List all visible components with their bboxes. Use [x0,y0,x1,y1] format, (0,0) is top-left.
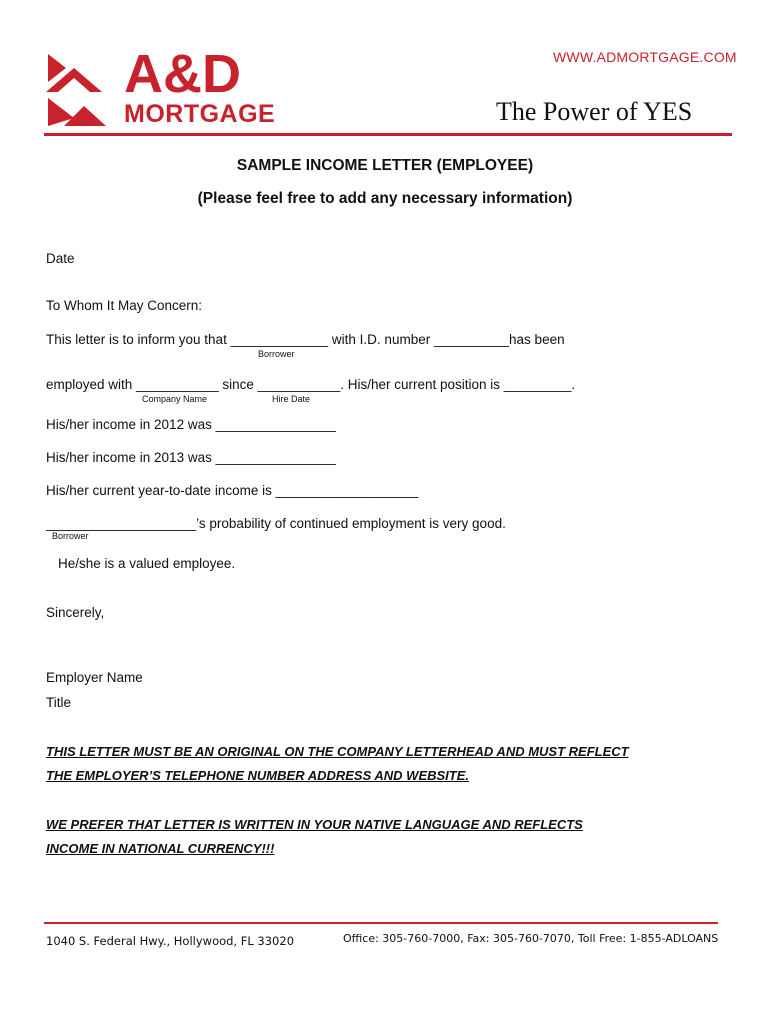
logo-subtext: MORTGAGE [124,100,276,128]
caption-borrower-2: Borrower [52,531,89,541]
date-label: Date [46,251,75,266]
notice-2-line-2: INCOME IN NATIONAL CURRENCY!!! [46,841,275,856]
header-rule [44,133,732,136]
document-title: SAMPLE INCOME LETTER (EMPLOYEE) [236,157,534,174]
footer-rule [44,922,718,924]
income-2013: His/her income in 2013 was ________________ [46,450,336,465]
caption-hire-date: Hire Date [272,394,311,404]
notice-1-line-1: THIS LETTER MUST BE AN ORIGINAL ON THE COMPANY LETTERHEAD AND MUST REFLECT [46,744,629,759]
footer-contact: Office: 305-760-7000, Fax: 305-760-7070, Toll Free: 1-855-ADLOANS [343,932,719,945]
website-url: WWW.ADMORTGAGE.COM [553,49,737,65]
salutation: To Whom It May Concern: [46,298,203,313]
income-2012: His/her income in 2012 was ________________ [46,417,336,432]
footer-address: 1040 S. Federal Hwy., Hollywood, FL 33020 [46,934,295,948]
notice-2-line-1: WE PREFER THAT LETTER IS WRITTEN IN YOUR NATIVE LANGUAGE AND REFLECTS [46,817,583,832]
logo-text: A&D [124,48,241,104]
ad-mortgage-logo [44,48,308,128]
employer-name: Employer Name [46,670,143,685]
caption-company-name: Company Name [142,394,208,404]
letter-line-1: This letter is to inform you that _____________ with I.D. number __________has been [46,332,565,347]
document-subtitle: (Please feel free to add any necessary information) [197,190,573,207]
employment-probability: ____________________’s probability of continued employment is very good. [46,516,506,531]
tagline: The Power of YES [496,97,693,126]
letter-line-2: employed with ___________ since ___________. His/her current position is _________. [46,377,576,392]
notice-1-line-2: THE EMPLOYER’S TELEPHONE NUMBER ADDRESS AND WEBSITE. [46,768,470,783]
ytd-income: His/her current year-to-date income is ___________________ [46,483,419,498]
caption-borrower: Borrower [258,349,295,359]
closing: Sincerely, [46,605,105,620]
employer-title: Title [46,695,72,710]
valued-employee: He/she is a valued employee. [58,556,236,571]
